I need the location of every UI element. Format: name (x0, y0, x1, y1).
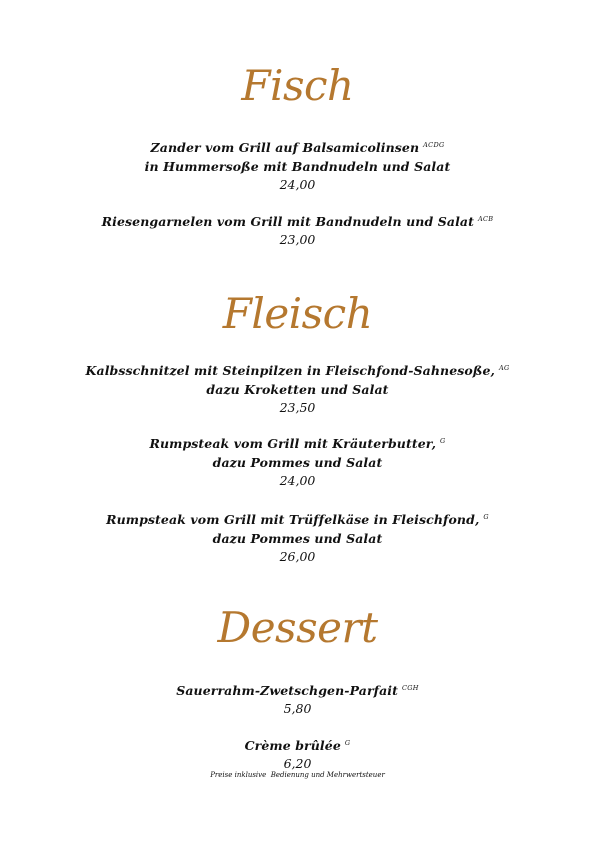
item-description: dazu Pommes und Salat (212, 455, 383, 470)
item-name: Sauerrahm-Zwetschgen-Parfait (176, 683, 399, 698)
item-name-line (0, 359, 595, 380)
section-title-fisch: Fisch (241, 61, 354, 110)
item-price: 5,80 (283, 701, 312, 716)
item-name: Crème brûlée (244, 738, 341, 753)
menu-item-riesengarnelen (0, 210, 595, 248)
item-name-line (0, 210, 595, 231)
section-title-fleisch: Fleisch (222, 289, 373, 338)
item-name-line (0, 136, 595, 157)
price-note: Preise inklusive Bedienung und Mehrwertsteuer (210, 771, 385, 779)
item-description: in Hummersoße mit Bandnudeln und Salat (144, 159, 451, 174)
item-name: Zander vom Grill auf Balsamicolinsen (150, 140, 420, 155)
item-name-line (0, 508, 595, 529)
item-name: Riesengarnelen vom Grill mit Bandnudeln und Salat (101, 214, 475, 229)
allergen-codes: AG (498, 364, 510, 372)
item-name: Kalbsschnitzel mit Steinpilzen in Fleischfond-Sahnesoße, (85, 363, 495, 378)
allergen-codes: G (440, 437, 446, 445)
item-price: 23,50 (279, 400, 316, 415)
allergen-codes: ACB (478, 215, 494, 223)
item-price: 24,00 (279, 473, 316, 488)
item-price: 6,20 (283, 756, 312, 771)
item-description: dazu Kroketten und Salat (206, 382, 389, 397)
item-name: Rumpsteak vom Grill mit Kräuterbutter, (149, 436, 437, 451)
allergen-codes: CGH (402, 684, 419, 692)
allergen-codes: G (483, 513, 489, 521)
item-name: Rumpsteak vom Grill mit Trüffelkäse in Fleischfond, (106, 512, 480, 527)
item-name-line (0, 679, 595, 700)
menu-item-zander (0, 136, 595, 193)
item-price: 24,00 (279, 177, 316, 192)
menu-item-rumpsteak-kraeuterbutter (0, 432, 595, 489)
menu-item-parfait (0, 679, 595, 717)
item-price: 23,00 (279, 232, 316, 247)
menu-item-kalbsschnitzel (0, 359, 595, 416)
item-name-line (0, 734, 595, 755)
menu-item-rumpsteak-trueffelkaese (0, 508, 595, 565)
item-description: dazu Pommes und Salat (212, 531, 383, 546)
item-price: 26,00 (279, 549, 316, 564)
item-name-line (0, 432, 595, 453)
allergen-codes: ACDG (423, 141, 445, 149)
section-title-dessert: Dessert (217, 603, 378, 652)
allergen-codes: G (344, 739, 351, 747)
menu-item-creme-brulee (0, 734, 595, 772)
